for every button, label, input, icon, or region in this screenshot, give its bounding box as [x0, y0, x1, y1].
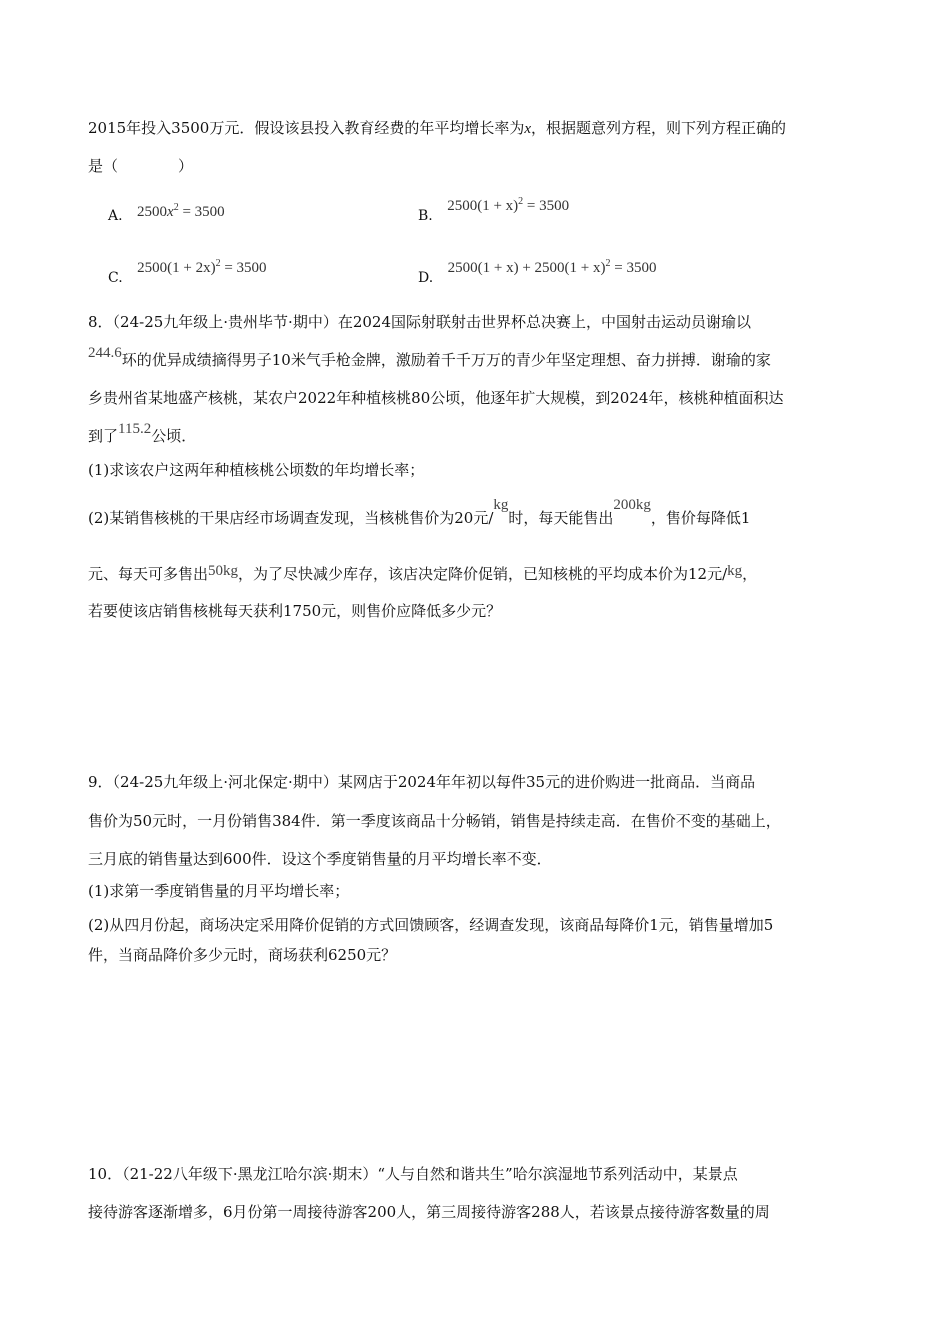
q7-option-a-lhs: 2500: [137, 204, 168, 220]
q8-part2-line2: [88, 564, 757, 585]
q8-part2-line3: 若要使该店销售核桃每天获利1750元，则售价应降低多少元？: [88, 602, 502, 620]
q7-option-d-lhs: 2500(1 + x) + 2500(1 + x): [447, 260, 606, 276]
q8-part2-a: (2)某销售核桃的干果店经市场调查发现，当核桃售价为20元/: [88, 509, 494, 527]
q7-option-d-rhs: = 3500: [610, 260, 657, 276]
q7-option-d-letter: D.: [418, 270, 434, 286]
q8-stem-line4: [88, 421, 197, 447]
q9-part2-line1: (2)从四月份起，商场决定采用降价促销的方式回馈顾客，经调查发现，该商品每降价1元，销售量增加5: [88, 916, 774, 934]
q10-stem-line2: 接待游客逐渐增多，6月份第一周接待游客200人，第三周接待游客288人，若该景点接待游客数量的周: [88, 1203, 770, 1221]
q7-option-a-letter: A.: [108, 208, 123, 224]
q7-option-c-letter: C.: [108, 270, 123, 286]
q9-stem-line3: 三月底的销售量达到600件．设这个季度销售量的月平均增长率不变．: [88, 850, 552, 868]
q8-line6-b: ，为了尽快减少库存，该店决定降价促销，已知核桃的平均成本价为12元/: [238, 565, 728, 583]
q7-option-d: [418, 258, 657, 288]
q7-option-c: [108, 258, 267, 288]
q8-unit-kg: kg: [493, 497, 509, 513]
q9-stem-line2: 售价为50元时，一月份销售384件．第一季度该商品十分畅销，销售是持续走高．在售价不变的基础上，: [88, 812, 781, 830]
q8-stem-line2: [88, 345, 771, 371]
q7-variable: x: [524, 121, 532, 137]
q8-part2-line1: [88, 497, 751, 529]
q7-option-d-equation: [448, 260, 657, 276]
q9-part1: (1)求第一季度销售量的月平均增长率；: [88, 882, 350, 900]
q8-line6-c: ，: [742, 565, 758, 583]
q8-sales: 200kg: [613, 497, 651, 513]
q7-option-c-exp: 2: [215, 258, 221, 269]
q8-extra: 50kg: [208, 563, 239, 579]
q8-stem-line4-a: 到了: [88, 427, 119, 445]
q7-stem-line1: [88, 118, 786, 139]
q8-part1: (1)求该农户这两年种植核桃公顷数的年均增长率；: [88, 461, 425, 479]
q8-part2-b: 时，每天能售出: [508, 509, 614, 527]
q8-unit-kg2: kg: [727, 563, 743, 579]
q7-option-b-equation: [447, 198, 569, 214]
q8-part2-c: ，售价每降低1: [650, 509, 751, 527]
q9-stem-line1: 9．（24-25九年级上·河北保定·期中）某网店于2024年年初以每件35元的进价购进一批商品．当商品: [88, 773, 756, 791]
q7-option-b-letter: B.: [418, 208, 433, 224]
q9-part2-line2: 件，当商品降价多少元时，商场获利6250元？: [88, 946, 397, 964]
q7-option-c-equation: [137, 260, 266, 276]
q7-option-b: [418, 196, 570, 226]
q7-stem-text-a: 2015年投入3500万元．假设该县投入教育经费的年平均增长率为: [88, 119, 525, 137]
q8-stem-line3: 乡贵州省某地盛产核桃，某农户2022年种植核桃80公顷，他逐年扩大规模，到2024年，核桃种植面积达: [88, 389, 784, 407]
q8-stem-line4-b: 公顷．: [151, 427, 197, 445]
q10-stem-line1: 10．（21-22八年级下·黑龙江哈尔滨·期末）“人与自然和谐共生”哈尔滨湿地节系列活动中，某景点: [88, 1165, 738, 1183]
q8-line6-a: 元、每天可多售出: [88, 565, 209, 583]
q8-stem-line2-text: 环的优异成绩摘得男子10米气手枪金牌，激励着千千万万的青少年坚定理想、奋力拼搏．谢瑜的家: [121, 351, 771, 369]
q7-option-c-rhs: = 3500: [220, 260, 267, 276]
q8-stem-line1: 8．（24-25九年级上·贵州毕节·期中）在2024国际射联射击世界杯总决赛上，中国射击运动员谢瑜以: [88, 313, 751, 331]
q7-stem-line2: 是（ ）: [88, 157, 194, 175]
q7-option-a: [108, 202, 225, 226]
q8-area: 115.2: [118, 421, 152, 437]
q7-option-b-exp: 2: [518, 196, 524, 207]
q7-option-a-exp: 2: [173, 202, 179, 213]
q7-option-b-rhs: = 3500: [523, 198, 570, 214]
q7-stem-text-b: ，根据题意列方程，则下列方程正确的: [531, 119, 787, 137]
q7-option-a-equation: [137, 204, 225, 220]
q7-option-c-lhs: 2500(1 + 2x): [137, 260, 216, 276]
q8-score: 244.6: [88, 345, 122, 361]
q7-option-a-rhs: = 3500: [178, 204, 225, 220]
q7-option-b-lhs: 2500(1 + x): [447, 198, 519, 214]
q7-option-d-exp: 2: [605, 258, 611, 269]
q7-option-a-var: x: [167, 204, 174, 220]
